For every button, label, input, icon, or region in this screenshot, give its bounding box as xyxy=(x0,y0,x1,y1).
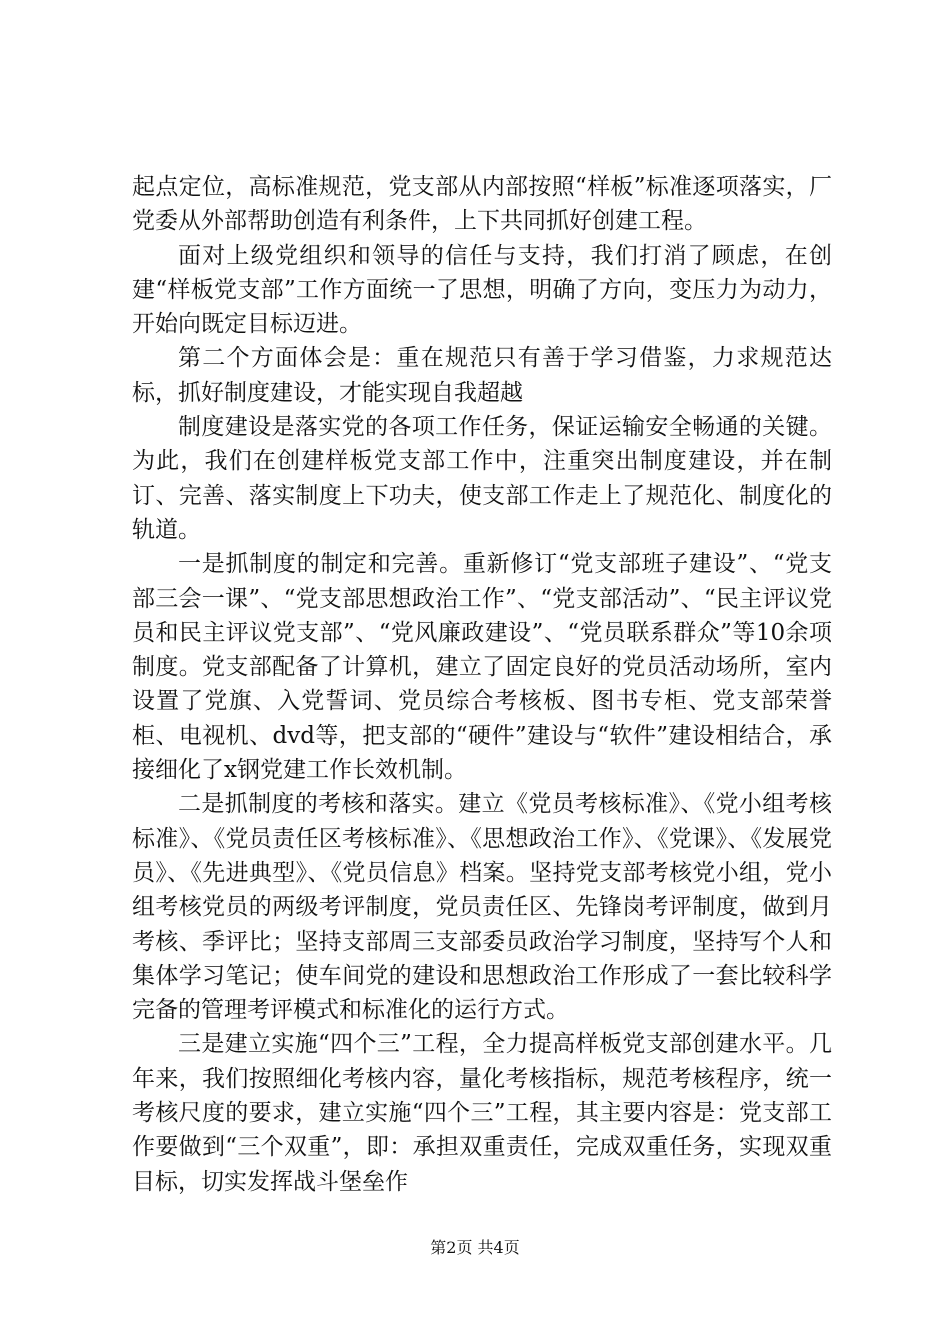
page-footer: 第2页 共4页 xyxy=(430,1238,520,1257)
paragraph: 三是建立实施“四个三”工程，全力提高样板党支部创建水平。几年来，我们按照细化考核内容，量化考核指标，规范考核程序，统一考核尺度的要求，建立实施“四个三”工程，其主要内容是：党支部工作要做到“三个双重”，即：承担双重责任，完成双重任务，实现双重目标，切实发挥战斗堡垒作 xyxy=(132,1031,832,1195)
paragraph-heading: 第二个方面体会是：重在规范只有善于学习借鉴，力求规范达标，抓好制度建设，才能实现自我超越 xyxy=(132,345,832,406)
paragraph: 一是抓制度的制定和完善。重新修订“党支部班子建设”、“党支部三会一课”、“党支部思想政治工作”、“党支部活动”、“民主评议党员和民主评议党支部”、“党风廉政建设”、“党员联系群众”等10余项制度。党支部配备了计算机，建立了固定良好的党员活动场所，室内设置了党旗、入党誓词、党员综合考核板、图书专柜、党支部荣誉柜、电视机、dvd等，把支部的“硬件”建设与“软件”建设相结合，承接细化了x钢党建工作长效机制。 xyxy=(132,551,832,784)
paragraph: 二是抓制度的考核和落实。建立《党员考核标准》、《党小组考核标准》、《党员责任区考核标准》、《思想政治工作》、《党课》、《发展党员》、《先进典型》、《党员信息》档案。坚持党支部考核党小组，党小组考核党员的两级考评制度，党员责任区、先锋岗考评制度，做到月考核、季评比；坚持支部周三支部委员政治学习制度，坚持写个人和集体学习笔记；使车间党的建设和思想政治工作形成了一套比较科学完备的管理考评模式和标准化的运行方式。 xyxy=(132,791,832,1024)
document-body xyxy=(132,170,832,1199)
paragraph-continuation: 起点定位，高标准规范，党支部从内部按照“样板”标准逐项落实，厂党委从外部帮助创造有利条件，上下共同抓好创建工程。 xyxy=(132,174,832,235)
paragraph: 面对上级党组织和领导的信任与支持，我们打消了顾虑，在创建“样板党支部”工作方面统一了思想，明确了方向，变压力为动力，开始向既定目标迈进。 xyxy=(132,242,832,338)
paragraph: 制度建设是落实党的各项工作任务，保证运输安全畅通的关键。为此，我们在创建样板党支部工作中，注重突出制度建设，并在制订、完善、落实制度上下功夫，使支部工作走上了规范化、制度化的轨道。 xyxy=(132,414,832,543)
